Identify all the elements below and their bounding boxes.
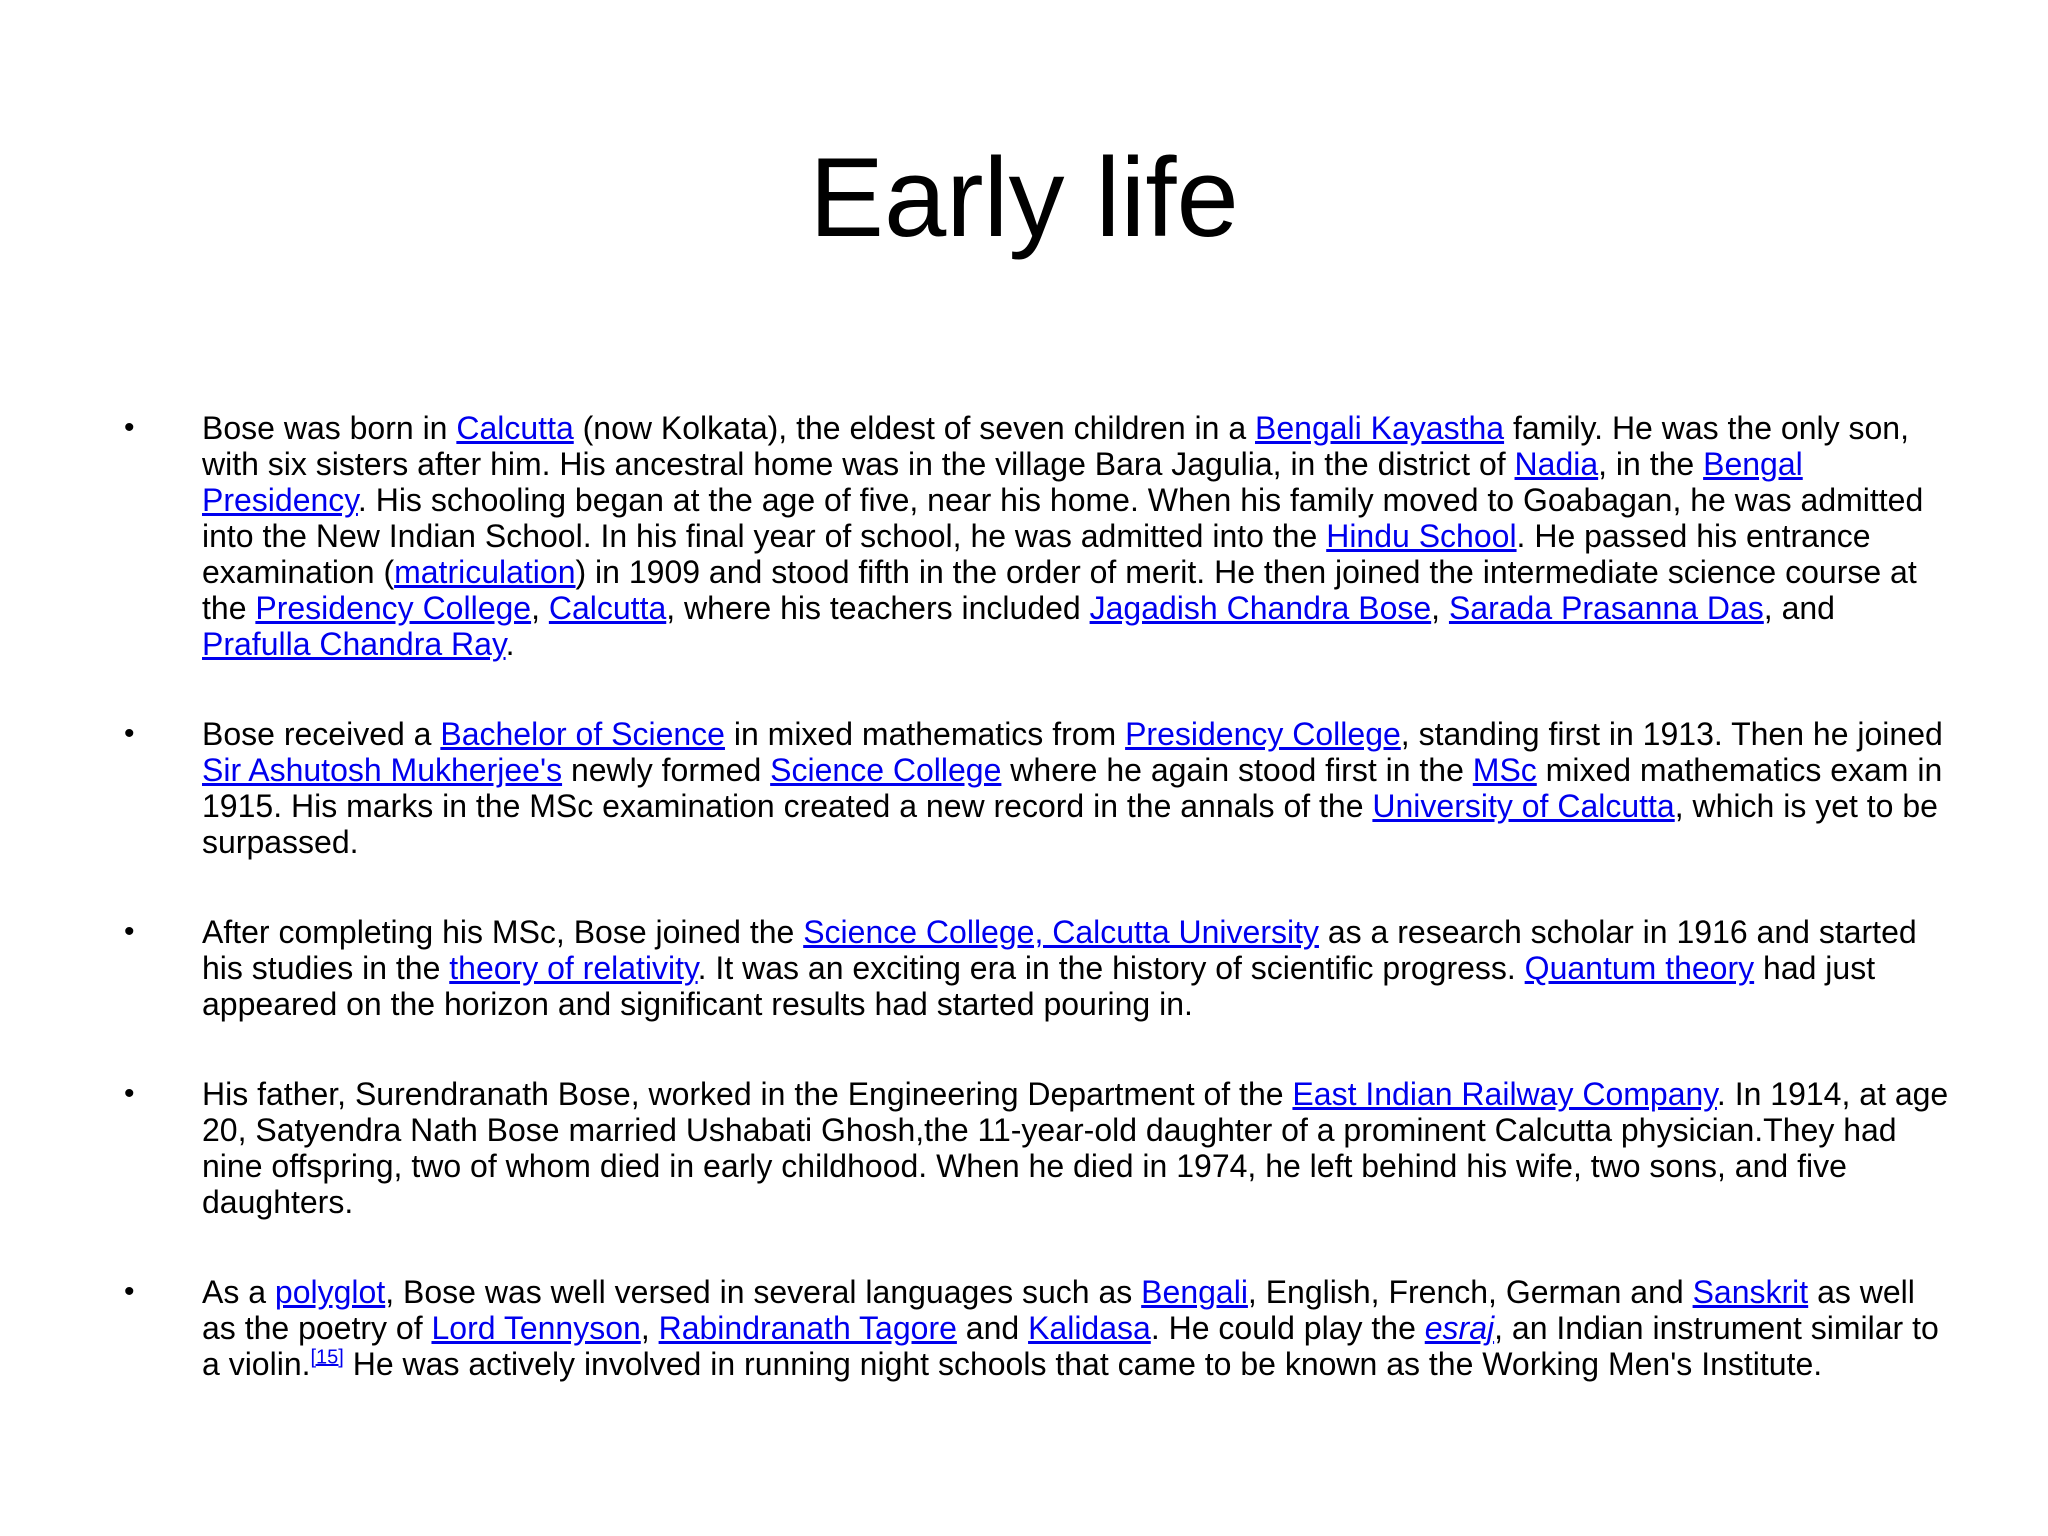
link-sarada-prasanna-das[interactable]: Sarada Prasanna Das: [1448, 590, 1764, 626]
link-hindu-school[interactable]: Hindu School: [1326, 518, 1517, 554]
text-run: , and: [1763, 590, 1835, 626]
text-run: . It was an exciting era in the history of scientific progress.: [697, 950, 1525, 986]
text-run: (now Kolkata), the eldest of seven children in a: [573, 410, 1256, 446]
bullet-icon: •: [124, 915, 135, 948]
text-run: His father, Surendranath Bose, worked in the Engineering Department of the: [202, 1076, 1293, 1112]
link-calcutta[interactable]: Calcutta: [456, 410, 574, 446]
text-run: , an Indian instrument similar to a violin.: [202, 1310, 1939, 1382]
text-run: . He could play the: [1150, 1310, 1425, 1346]
text-run: family. He was the only son, with six sisters after him. His ancestral home was in the village Bara Jagulia, in the district of: [202, 410, 1909, 482]
bullet-paragraph: [120, 716, 1950, 860]
link-kalidasa[interactable]: Kalidasa: [1028, 1310, 1151, 1346]
text-run: and: [956, 1310, 1029, 1346]
bullet-paragraph: [120, 914, 1950, 1022]
text-run: newly formed: [562, 752, 771, 788]
link-quantum-theory[interactable]: Quantum theory: [1524, 950, 1755, 986]
text-run: as a research scholar in 1916 and started his studies in the: [202, 914, 1917, 986]
link-lord-tennyson[interactable]: Lord Tennyson: [431, 1310, 641, 1346]
link-nadia[interactable]: Nadia: [1514, 446, 1599, 482]
text-run: . His schooling began at the age of five, near his home. When his family moved to Goabagan, he was admitted into the New Indian School. In his final year of school, he was admitted into the: [202, 482, 1924, 554]
link-bachelor-of-science[interactable]: Bachelor of Science: [440, 716, 725, 752]
link-jagadish-chandra-bose[interactable]: Jagadish Chandra Bose: [1089, 590, 1432, 626]
link-calcutta[interactable]: Calcutta: [548, 590, 667, 626]
text-run: in mixed mathematics from: [724, 716, 1126, 752]
text-run: , in the: [1598, 446, 1704, 482]
link-east-indian-railway-company[interactable]: East Indian Railway Company: [1292, 1076, 1717, 1112]
link-rabindranath-tagore[interactable]: Rabindranath Tagore: [658, 1310, 957, 1346]
text-run: As a: [202, 1274, 275, 1310]
link-matriculation[interactable]: matriculation: [394, 554, 576, 590]
text-run: mixed mathematics exam in 1915. His marks in the MSc examination created a new record in the annals of the: [202, 752, 1943, 824]
bullet-icon: •: [124, 411, 135, 444]
paragraph-text: [202, 410, 1923, 662]
text-run: , standing first in 1913. Then he joined: [1400, 716, 1943, 752]
text-run: had just appeared on the horizon and significant results had started pouring in.: [202, 950, 1876, 1022]
text-run: Bose was born in: [202, 410, 457, 446]
paragraph-text: [202, 914, 1917, 1022]
link-science-college-calcutta-university[interactable]: Science College, Calcutta University: [803, 914, 1319, 950]
link-esraj[interactable]: esraj: [1424, 1310, 1495, 1346]
link-university-of-calcutta[interactable]: University of Calcutta: [1372, 788, 1675, 824]
text-run: , English, French, German and: [1247, 1274, 1693, 1310]
link-msc[interactable]: MSc: [1472, 752, 1537, 788]
text-run: Bose received a: [202, 716, 441, 752]
text-run: , which is yet to be surpassed.: [202, 788, 1938, 860]
link-sir-ashutosh-mukherjee-s[interactable]: Sir Ashutosh Mukherjee's: [202, 752, 563, 788]
text-run: ) in 1909 and stood fifth in the order of merit. He then joined the intermediate science course at the: [202, 554, 1917, 626]
text-run: ,: [640, 1310, 659, 1346]
bullet-icon: •: [124, 1275, 135, 1308]
link-sanskrit[interactable]: Sanskrit: [1692, 1274, 1809, 1310]
text-run: , where his teachers included: [666, 590, 1090, 626]
link-bengali[interactable]: Bengali: [1141, 1274, 1248, 1310]
link-presidency-college[interactable]: Presidency College: [1125, 716, 1401, 752]
link-polyglot[interactable]: polyglot: [274, 1274, 386, 1310]
paragraph-text: [202, 1076, 1948, 1220]
text-run: , Bose was well versed in several languages such as: [385, 1274, 1142, 1310]
link-theory-of-relativity[interactable]: theory of relativity: [449, 950, 698, 986]
bullet-paragraph: [120, 1076, 1950, 1220]
text-run: He was actively involved in running night schools that came to be known as the Working Men's Institute.: [343, 1346, 1823, 1382]
paragraph-text: [202, 716, 1943, 860]
citation-link[interactable]: [15]: [310, 1346, 344, 1369]
text-run: . In 1914, at age 20, Satyendra Nath Bose married Ushabati Ghosh,the 11-year-old daughter of a prominent Calcutta physician.They had nine offspring, two of whom died in early childhood. When he died in 1974, he left behind his wife, two sons, and five daughters.: [202, 1076, 1949, 1220]
text-run: ,: [531, 590, 549, 626]
slide-title: Early life: [809, 135, 1239, 260]
text-run: as well as the poetry of: [202, 1274, 1915, 1346]
link-bengal-presidency[interactable]: Bengal Presidency: [202, 446, 1803, 518]
bullet-paragraph: [120, 1274, 1950, 1382]
bullet-icon: •: [124, 717, 135, 750]
text-run: After completing his MSc, Bose joined the: [202, 914, 804, 950]
bullet-icon: •: [124, 1077, 135, 1110]
paragraph-text: [202, 1274, 1939, 1382]
text-run: .: [505, 626, 515, 662]
link-presidency-college[interactable]: Presidency College: [255, 590, 532, 626]
text-run: where he again stood first in the: [1001, 752, 1473, 788]
bullet-list: [120, 410, 1950, 1436]
bullet-paragraph: [120, 410, 1950, 662]
text-run: . He passed his entrance examination (: [202, 518, 1871, 590]
link-prafulla-chandra-ray[interactable]: Prafulla Chandra Ray: [202, 626, 506, 662]
text-run: ,: [1431, 590, 1449, 626]
link-bengali-kayastha[interactable]: Bengali Kayastha: [1255, 410, 1505, 446]
link-science-college[interactable]: Science College: [770, 752, 1002, 788]
